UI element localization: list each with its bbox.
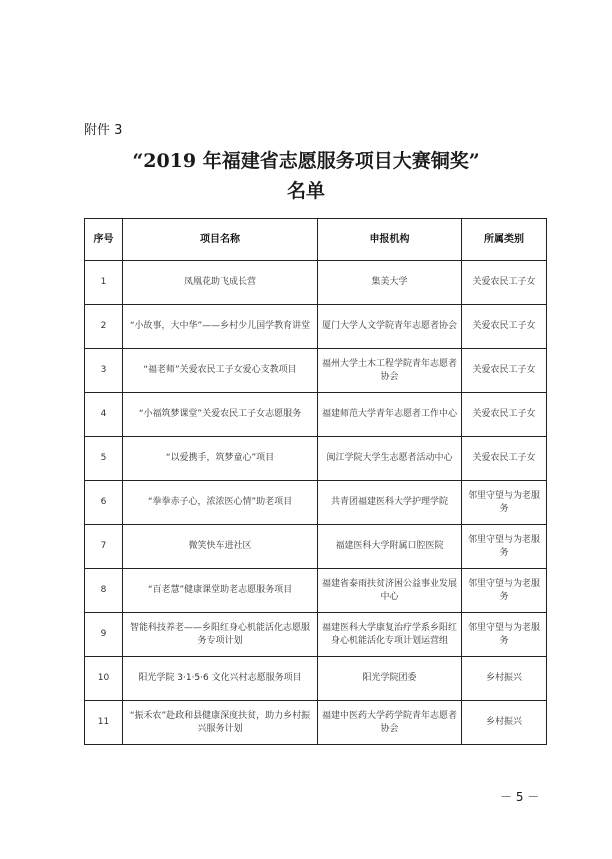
table-header-row	[85, 219, 547, 261]
header-project-name: 项目名称	[123, 219, 318, 261]
row-project-name: 智能科技养老——乡阳红身心机能活化志愿服务专项计划	[123, 613, 318, 657]
row-organization: 福建省泰雨扶贫济困公益事业发展中心	[318, 569, 462, 613]
row-category: 关爱农民工子女	[462, 393, 547, 437]
row-project-name: “振禾农”赴政和县健康深度扶贫，助力乡村振兴服务计划	[123, 701, 318, 745]
row-category: 邻里守望与为老服务	[462, 481, 547, 525]
table-row	[85, 261, 547, 305]
row-organization: 福建医科大学康复治疗学系乡阳红身心机能活化专项计划运营组	[318, 613, 462, 657]
table-row	[85, 349, 547, 393]
row-index: 1	[85, 261, 123, 305]
row-index: 2	[85, 305, 123, 349]
row-organization: 共青团福建医科大学护理学院	[318, 481, 462, 525]
table-row	[85, 701, 547, 745]
table-row	[85, 481, 547, 525]
row-project-name: “拳拳赤子心，浓浓医心情”助老项目	[123, 481, 318, 525]
row-index: 10	[85, 657, 123, 701]
header-organization: 申报机构	[318, 219, 462, 261]
row-project-name: “小故事，大中华”——乡村少儿国学教育讲堂	[123, 305, 318, 349]
row-index: 8	[85, 569, 123, 613]
row-project-name: “百老慧”健康课堂助老志愿服务项目	[123, 569, 318, 613]
award-table	[84, 218, 547, 745]
row-category: 邻里守望与为老服务	[462, 569, 547, 613]
row-index: 11	[85, 701, 123, 745]
row-index: 5	[85, 437, 123, 481]
attachment-label: 附件 3	[84, 123, 123, 138]
row-index: 6	[85, 481, 123, 525]
row-organization: 福建师范大学青年志愿者工作中心	[318, 393, 462, 437]
row-category: 乡村振兴	[462, 701, 547, 745]
table-row	[85, 569, 547, 613]
page-number: － 5 －	[500, 790, 540, 804]
row-index: 9	[85, 613, 123, 657]
table-row	[85, 393, 547, 437]
row-category: 关爱农民工子女	[462, 437, 547, 481]
row-organization: 福建医科大学附属口腔医院	[318, 525, 462, 569]
row-organization: 福建中医药大学药学院青年志愿者协会	[318, 701, 462, 745]
table-row	[85, 525, 547, 569]
row-category: 关爱农民工子女	[462, 349, 547, 393]
row-project-name: “小福筑梦课堂”关爱农民工子女志愿服务	[123, 393, 318, 437]
row-project-name: “以爱携手，筑梦童心”项目	[123, 437, 318, 481]
row-category: 乡村振兴	[462, 657, 547, 701]
row-organization: 厦门大学人文学院青年志愿者协会	[318, 305, 462, 349]
row-index: 4	[85, 393, 123, 437]
table-row	[85, 657, 547, 701]
row-project-name: 阳光学院 3·1·5·6 文化兴村志愿服务项目	[123, 657, 318, 701]
row-organization: 集美大学	[318, 261, 462, 305]
row-project-name: “福老师”关爱农民工子女爱心支教项目	[123, 349, 318, 393]
row-organization: 闽江学院大学生志愿者活动中心	[318, 437, 462, 481]
row-organization: 阳光学院团委	[318, 657, 462, 701]
table-row	[85, 437, 547, 481]
row-category: 邻里守望与为老服务	[462, 525, 547, 569]
header-category: 所属类别	[462, 219, 547, 261]
row-category: 邻里守望与为老服务	[462, 613, 547, 657]
table-row	[85, 305, 547, 349]
row-organization: 福州大学土木工程学院青年志愿者协会	[318, 349, 462, 393]
row-index: 3	[85, 349, 123, 393]
table-row	[85, 613, 547, 657]
row-index: 7	[85, 525, 123, 569]
document-title: “2019 年福建省志愿服务项目大赛铜奖”	[132, 150, 480, 172]
row-project-name: 微笑快车进社区	[123, 525, 318, 569]
header-index: 序号	[85, 219, 123, 261]
row-category: 关爱农民工子女	[462, 305, 547, 349]
document-subtitle: 名单	[286, 180, 325, 202]
row-category: 关爱农民工子女	[462, 261, 547, 305]
row-project-name: 凤凰花助飞成长营	[123, 261, 318, 305]
